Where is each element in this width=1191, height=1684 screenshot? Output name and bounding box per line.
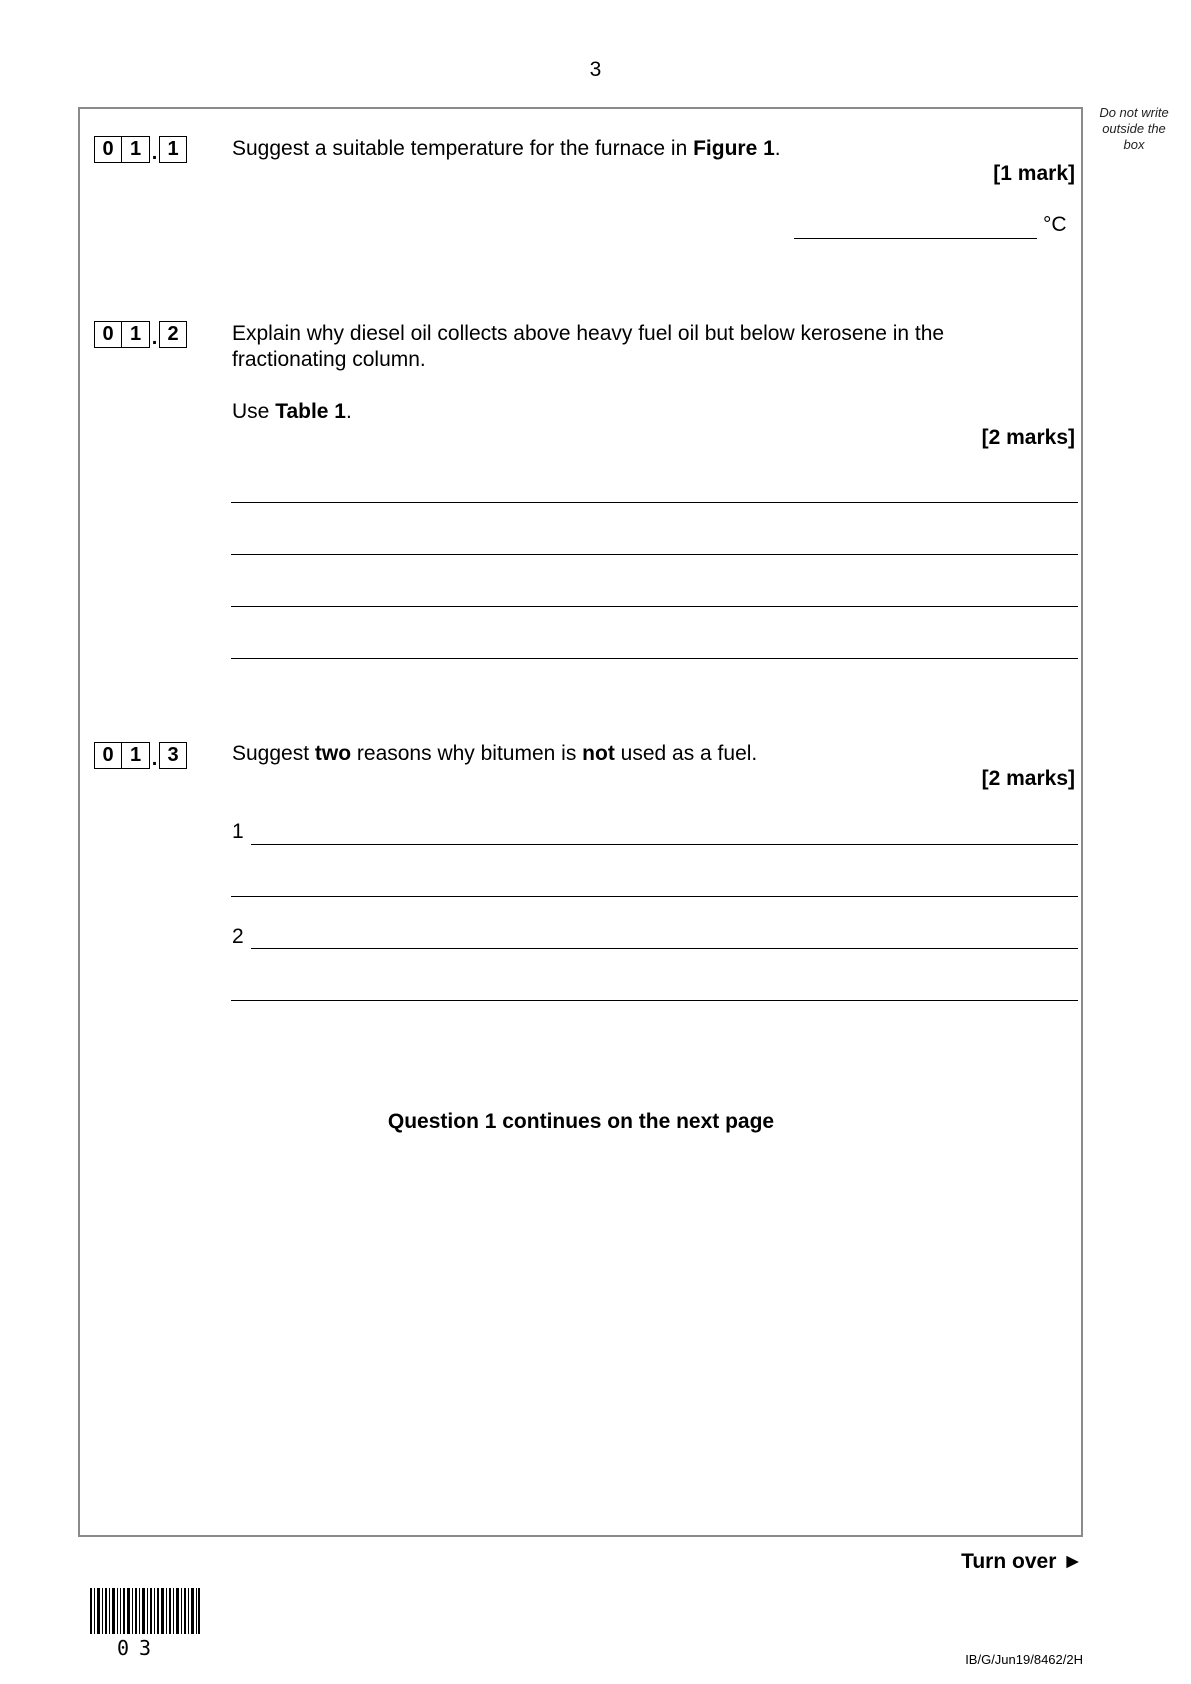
answer-line[interactable] xyxy=(231,1000,1078,1001)
answer-line[interactable] xyxy=(231,606,1078,607)
prompt-part: Suggest xyxy=(232,742,315,765)
turn-over-label: Turn over ► xyxy=(961,1550,1083,1573)
temperature-unit: °C xyxy=(1043,213,1067,236)
question-digit: 2 xyxy=(159,321,187,348)
question-number-01-2 xyxy=(94,321,187,348)
prompt-part-bold: Figure 1 xyxy=(693,137,775,160)
question-01-1-prompt xyxy=(232,136,781,162)
question-digit: 1 xyxy=(122,136,150,163)
question-01-3-marks: [2 marks] xyxy=(981,767,1075,790)
question-digit: 0 xyxy=(94,742,122,769)
barcode-number: 03 xyxy=(117,1636,162,1660)
barcode-icon xyxy=(90,1588,200,1634)
question-number-01-3 xyxy=(94,742,187,769)
continuation-note: Question 1 continues on the next page xyxy=(387,1110,775,1133)
question-number-01-1 xyxy=(94,136,187,163)
question-01-1-marks: [1 mark] xyxy=(993,162,1075,185)
prompt-part: used as a fuel. xyxy=(614,742,758,765)
question-digit: 1 xyxy=(122,321,150,348)
question-01-2-instruction xyxy=(232,399,352,425)
question-digit: 0 xyxy=(94,321,122,348)
question-digit: 3 xyxy=(159,742,187,769)
answer-line[interactable] xyxy=(251,844,1078,845)
question-number-separator: . xyxy=(151,142,158,164)
question-01-2-prompt xyxy=(232,321,1062,373)
instruction-part-bold: Table 1 xyxy=(275,400,346,423)
answer-line[interactable] xyxy=(231,896,1078,897)
question-01-2-marks: [2 marks] xyxy=(981,426,1075,449)
margin-note: Do not write outside the box xyxy=(1099,105,1169,152)
page-number: 3 xyxy=(589,58,602,81)
prompt-part-bold: two xyxy=(314,742,352,765)
answer-line[interactable] xyxy=(231,554,1078,555)
prompt-line: fractionating column. xyxy=(232,348,426,371)
prompt-line: Explain why diesel oil collects above heavy fuel oil but below kerosene in the xyxy=(232,322,945,345)
temperature-answer-line[interactable] xyxy=(794,238,1037,239)
question-digit: 1 xyxy=(159,136,187,163)
question-digit: 1 xyxy=(122,742,150,769)
prompt-part: Suggest a suitable temperature for the furnace in xyxy=(232,137,694,160)
prompt-part: . xyxy=(774,137,781,160)
question-number-separator: . xyxy=(151,748,158,770)
prompt-part: reasons why bitumen is xyxy=(351,742,583,765)
instruction-part: Use xyxy=(232,400,276,423)
question-01-3-prompt xyxy=(232,741,757,767)
question-number-separator: . xyxy=(151,327,158,349)
answer-line[interactable] xyxy=(231,502,1078,503)
answer-line[interactable] xyxy=(231,658,1078,659)
answer-label-2: 2 xyxy=(232,925,244,948)
answer-label-1: 1 xyxy=(232,820,244,843)
prompt-part-bold: not xyxy=(582,742,615,765)
instruction-part: . xyxy=(346,400,352,423)
answer-line[interactable] xyxy=(251,948,1078,949)
question-digit: 0 xyxy=(94,136,122,163)
reference-code: IB/G/Jun19/8462/2H xyxy=(965,1652,1083,1667)
